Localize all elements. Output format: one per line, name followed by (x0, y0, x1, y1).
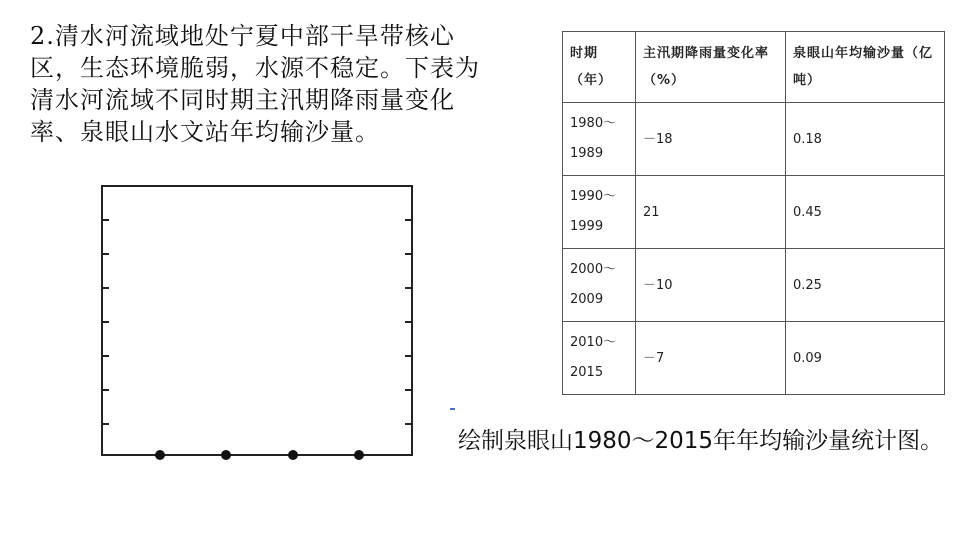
x-axis-point (288, 450, 298, 460)
sediment-cell: 0.18 (786, 103, 945, 176)
left-axis-tick (101, 253, 109, 255)
header-sediment: 泉眼山年均输沙量（亿吨） (786, 32, 945, 103)
x-axis-point (155, 450, 165, 460)
left-axis-tick (101, 355, 109, 357)
table-row (563, 103, 945, 176)
header-period: 时期（年） (563, 32, 636, 103)
right-axis-tick (405, 355, 413, 357)
rate-cell: 21 (636, 176, 786, 249)
left-axis-tick (101, 219, 109, 221)
period-cell: 1980～1989 (563, 103, 636, 176)
rate-cell: －18 (636, 103, 786, 176)
right-axis-tick (405, 389, 413, 391)
x-axis-point (221, 450, 231, 460)
right-axis-tick (405, 423, 413, 425)
left-axis-tick (101, 321, 109, 323)
rate-cell: －10 (636, 249, 786, 322)
left-axis-tick (101, 287, 109, 289)
period-cell: 2010～2015 (563, 322, 636, 395)
table-row (563, 249, 945, 322)
sediment-cell: 0.09 (786, 322, 945, 395)
left-axis-tick (101, 423, 109, 425)
sediment-cell: 0.45 (786, 176, 945, 249)
instruction-text: 绘制泉眼山1980～2015年年均输沙量统计图。 (458, 428, 944, 454)
header-rainfall-rate: 主汛期降雨量变化率（%） (636, 32, 786, 103)
table-header-row (563, 32, 945, 103)
question-text: 2.清水河流域地处宁夏中部干旱带核心区，生态环境脆弱，水源不稳定。下表为清水河流域不同时期主汛期降雨量变化率、泉眼山水文站年均输沙量。 (30, 22, 480, 146)
data-table (562, 31, 945, 395)
period-cell: 1990～1999 (563, 176, 636, 249)
right-axis-tick (405, 253, 413, 255)
blank-chart-x-axis (101, 454, 413, 456)
table-row (563, 322, 945, 395)
sediment-cell: 0.25 (786, 249, 945, 322)
right-axis-tick (405, 321, 413, 323)
rate-cell: －7 (636, 322, 786, 395)
x-axis-point (354, 450, 364, 460)
right-axis-tick (405, 287, 413, 289)
small-blue-mark (450, 408, 455, 410)
period-cell: 2000～2009 (563, 249, 636, 322)
left-axis-tick (101, 389, 109, 391)
right-axis-tick (405, 219, 413, 221)
blank-chart-frame (101, 185, 413, 455)
table-row (563, 176, 945, 249)
